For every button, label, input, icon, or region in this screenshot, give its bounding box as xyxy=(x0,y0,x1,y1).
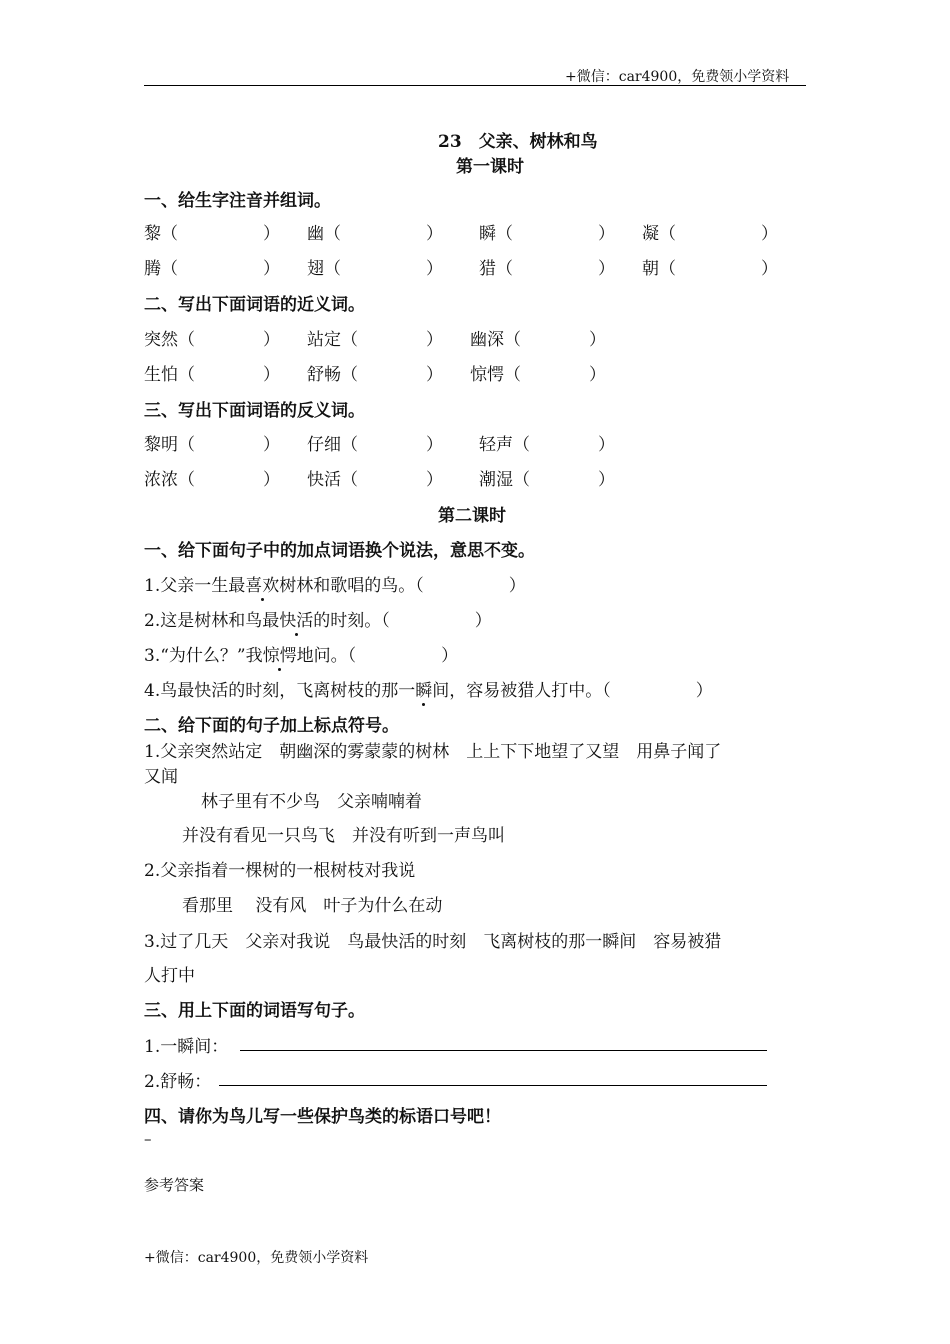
l2-q1-sentence-4 xyxy=(144,676,713,701)
lesson1-heading: 第一课时 xyxy=(456,157,524,177)
q1-item: 幽（ ） xyxy=(307,224,443,244)
l2-q2-line: 3.过了几天 父亲对我说 鸟最快活的时刻 飞离树枝的那一瞬间 容易被猎 xyxy=(144,932,722,952)
q3-heading: 三、写出下面词语的反义词。 xyxy=(144,401,365,421)
sentence-text: ，容易被猎人打中。（ ） xyxy=(449,681,713,701)
sentence-text: 的时刻。（ ） xyxy=(313,611,492,631)
l2-q1-sentence-1 xyxy=(144,571,526,596)
q3-item: 轻声（ ） xyxy=(479,435,615,455)
dotted-word: 一瞬间 xyxy=(398,681,450,701)
answers-label: 参考答案 xyxy=(144,1176,205,1194)
q2-item: 站定（ ） xyxy=(307,330,443,350)
sentence-text: 4.鸟最快活的时刻，飞离树枝的那 xyxy=(144,681,399,701)
q1-item: 朝（ ） xyxy=(642,259,778,279)
l2-q4-mark: – xyxy=(144,1130,152,1148)
answer-line-1[interactable] xyxy=(240,1050,767,1051)
q3-item: 仔细（ ） xyxy=(307,435,443,455)
dotted-word: 惊愕 xyxy=(262,646,297,666)
header-rule xyxy=(144,85,806,86)
l2-q1-heading: 一、给下面句子中的加点词语换个说法，意思不变。 xyxy=(144,541,535,561)
sentence-text: 树林和歌唱的鸟。（ ） xyxy=(279,576,526,596)
dotted-word: 快活 xyxy=(279,611,314,631)
dotted-word: 喜欢 xyxy=(245,576,280,596)
q1-item: 瞬（ ） xyxy=(479,224,615,244)
q3-item: 浓浓（ ） xyxy=(144,470,280,490)
q1-item: 翅（ ） xyxy=(307,259,443,279)
sentence-text: 地问。（ ） xyxy=(296,646,459,666)
l2-q1-sentence-3 xyxy=(144,641,458,666)
q2-item: 舒畅（ ） xyxy=(307,365,443,385)
q2-item: 惊愕（ ） xyxy=(470,365,606,385)
l2-q2-line: 又闻 xyxy=(144,767,178,787)
l2-q1-sentence-2 xyxy=(144,606,492,631)
sentence-text: 2.这是树林和鸟最 xyxy=(144,611,280,631)
q2-item: 生怕（ ） xyxy=(144,365,280,385)
q1-item: 腾（ ） xyxy=(144,259,280,279)
page-footer: +微信：car4900，免费领小学资料 xyxy=(144,1250,369,1266)
q2-item: 幽深（ ） xyxy=(470,330,606,350)
answer-line-2[interactable] xyxy=(219,1085,767,1086)
l2-q3-item-1: 1.一瞬间： xyxy=(144,1037,229,1057)
l2-q2-line: 人打中 xyxy=(144,966,195,986)
q3-item: 快活（ ） xyxy=(307,470,443,490)
q1-item: 凝（ ） xyxy=(642,224,778,244)
q2-heading: 二、写出下面词语的近义词。 xyxy=(144,295,365,315)
l2-q4-heading: 四、请你为鸟儿写一些保护鸟类的标语口号吧！ xyxy=(144,1107,501,1127)
lesson2-heading: 第二课时 xyxy=(438,506,506,526)
page-title: 23 父亲、树林和鸟 xyxy=(438,132,598,152)
page-header: +微信：car4900，免费领小学资料 xyxy=(565,69,790,85)
l2-q2-line: 2.父亲指着一棵树的一根树枝对我说 xyxy=(144,861,416,881)
q1-heading: 一、给生字注音并组词。 xyxy=(144,191,331,211)
l2-q2-line: 看那里 没有风 叶子为什么在动 xyxy=(182,896,443,916)
q3-item: 潮湿（ ） xyxy=(479,470,615,490)
l2-q3-item-2: 2.舒畅： xyxy=(144,1072,212,1092)
sentence-text: 3.“为什么？”我 xyxy=(144,646,263,666)
l2-q3-heading: 三、用上下面的词语写句子。 xyxy=(144,1001,365,1021)
q1-item: 猎（ ） xyxy=(479,259,615,279)
l2-q2-line: 1.父亲突然站定 朝幽深的雾蒙蒙的树林 上上下下地望了又望 用鼻子闻了 xyxy=(144,742,722,762)
q1-item: 黎（ ） xyxy=(144,224,280,244)
l2-q2-line: 并没有看见一只鸟飞 并没有听到一声鸟叫 xyxy=(182,826,505,846)
l2-q2-heading: 二、给下面的句子加上标点符号。 xyxy=(144,716,399,736)
l2-q2-line: 林子里有不少鸟 父亲喃喃着 xyxy=(201,792,422,812)
q2-item: 突然（ ） xyxy=(144,330,280,350)
q3-item: 黎明（ ） xyxy=(144,435,280,455)
sentence-text: 1.父亲一生最 xyxy=(144,576,246,596)
